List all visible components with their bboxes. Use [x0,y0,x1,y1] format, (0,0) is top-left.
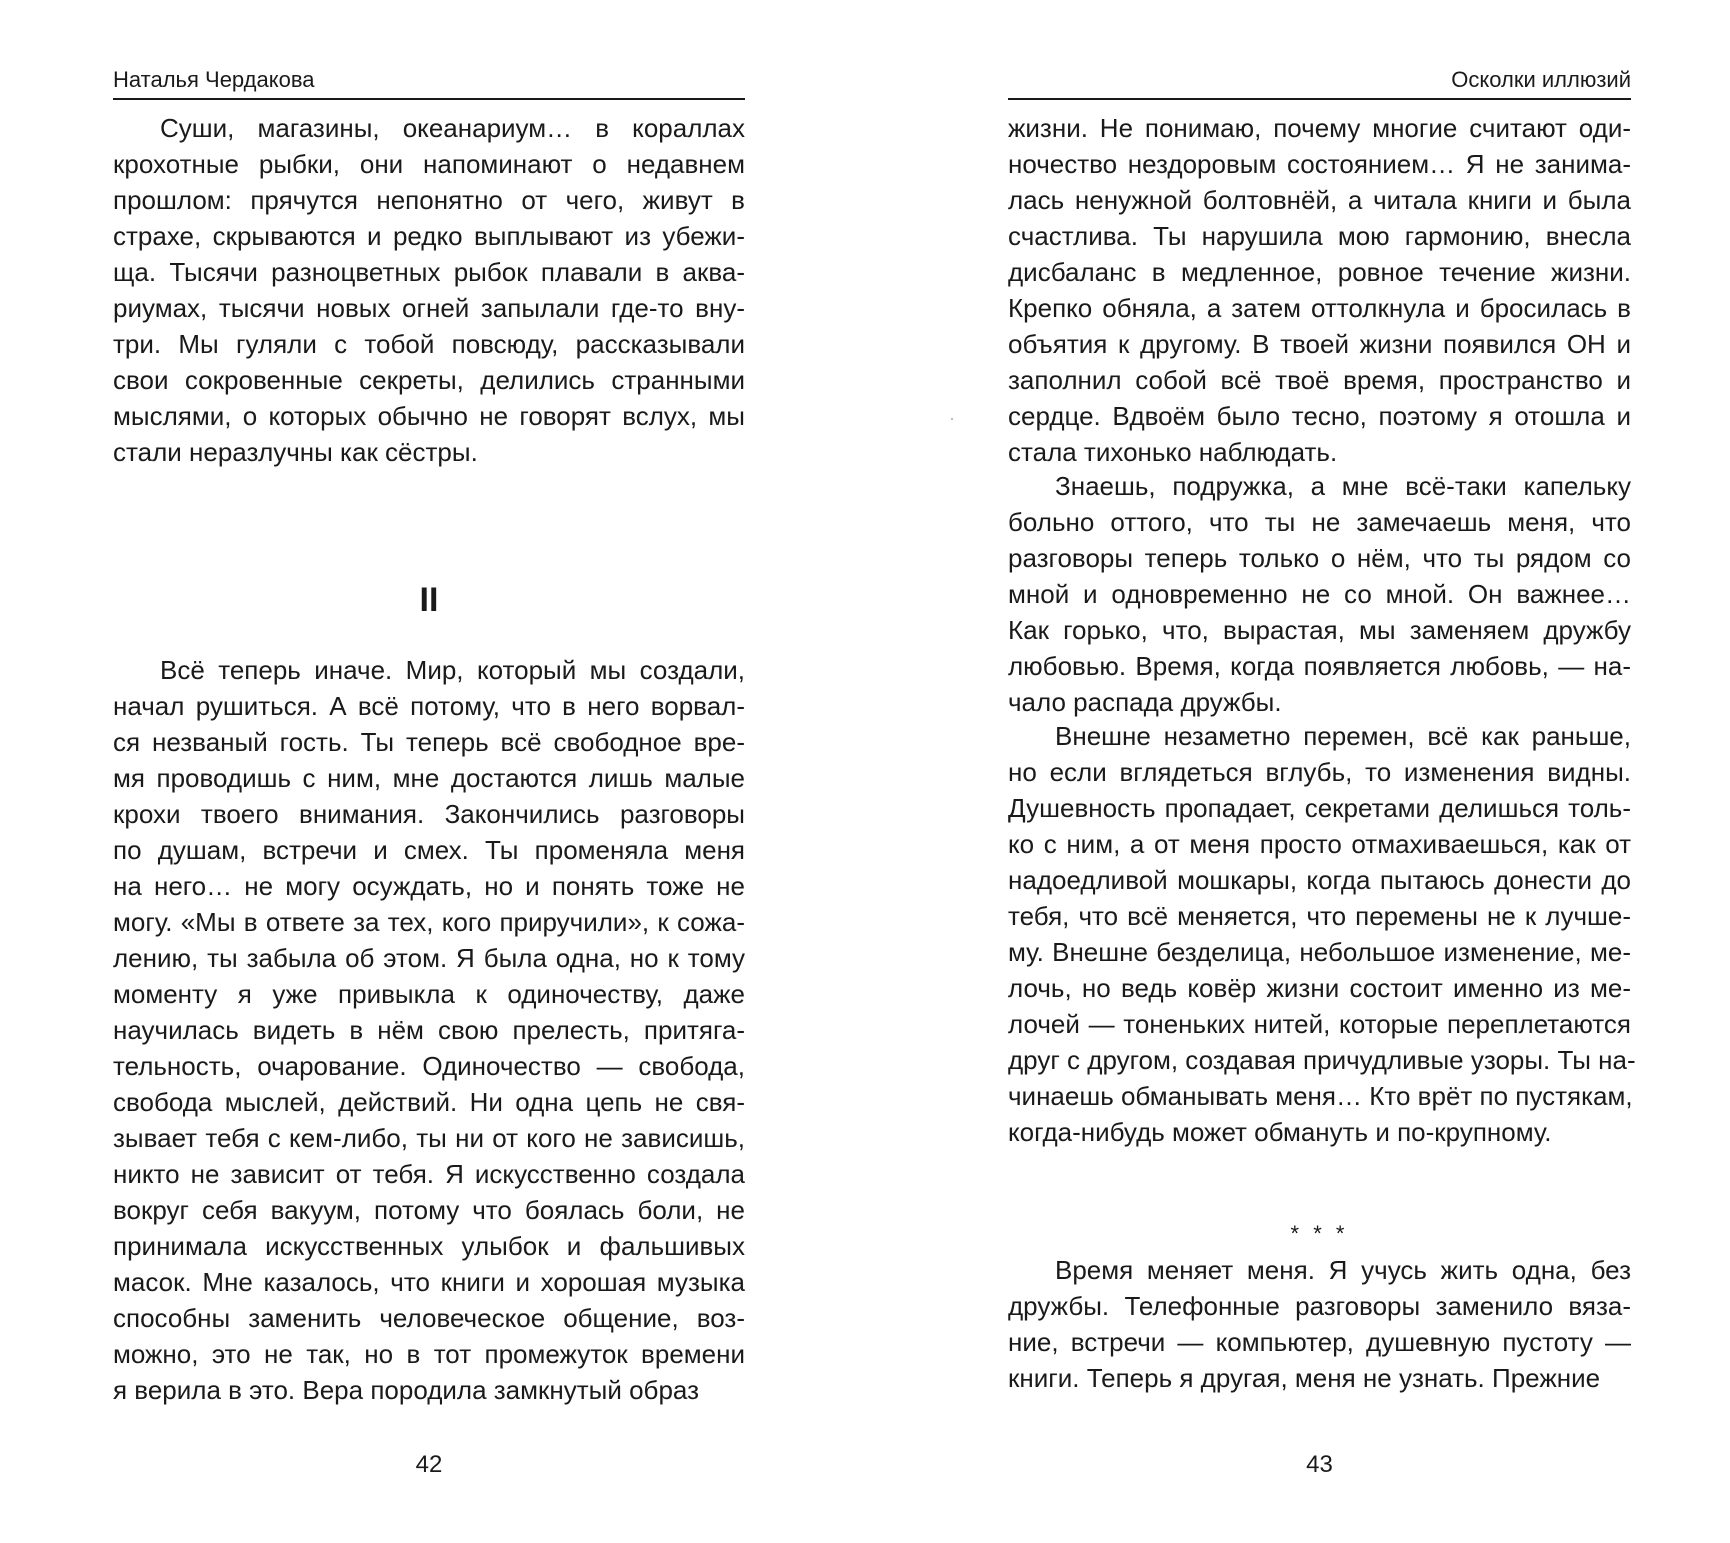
text-line: чало распада дружбы. [1008,687,1282,717]
text-line: лочь, но ведь ковёр жизни состоит именно из ме- [1008,973,1631,1003]
left-page [113,0,745,1543]
left-paragraph-2 [113,652,745,1408]
text-line: мной и одновременно не со мной. Он важнее… [1008,579,1631,609]
text-line: лась ненужной болтовнёй, а читала книги и была [1008,185,1631,215]
text-line: моменту я уже привыкла к одиночеству, даже [113,979,745,1009]
text-line: стали неразлучны как сёстры. [113,437,478,467]
text-line: мя проводишь с ним, мне достаются лишь малые [113,763,745,793]
text-line: разговоры теперь только о нём, что ты рядом со [1008,543,1631,573]
left-paragraph-1 [113,110,745,470]
section-separator: * * * [1290,1221,1349,1246]
text-line: на него… не могу осуждать, но и понять тоже не [113,871,745,901]
text-line: крохотные рыбки, они напоминают о недавнем [113,149,745,179]
text-line: по душам, встречи и смех. Ты променяла меня [113,835,745,865]
text-line: надоедливой мошкары, когда пытаюсь донести до [1008,865,1631,895]
paragraph [113,652,745,1408]
text-line: риумах, тысячи новых огней запылали где-то вну- [113,293,745,323]
text-line: стала тихонько наблюдать. [1008,437,1338,467]
text-line: му. Внешне безделица, небольшое изменение, ме- [1008,937,1631,967]
text-line: могу. «Мы в ответе за тех, кого приручили», к сожа- [113,907,745,937]
text-line: ща. Тысячи разноцветных рыбок плавали в аква- [113,257,745,287]
text-line: никто не зависит от тебя. Я искусственно создала [113,1159,745,1189]
text-line: объятия к другому. В твоей жизни появился ОН и [1008,329,1631,359]
text-line: счастлива. Ты нарушила мою гармонию, внесла [1008,221,1631,251]
text-line: Крепко обняла, а затем оттолкнула и бросилась в [1008,293,1631,323]
text-line: любовью. Время, когда появляется любовь, — на- [1008,651,1631,681]
right-paragraph-2 [1008,468,1631,720]
text-line: Всё теперь иначе. Мир, который мы создали, [160,655,745,685]
page-number-left: 42 [415,1451,443,1478]
text-line: три. Мы гуляли с тобой повсюду, рассказывали [113,329,745,359]
paragraph [1008,1252,1631,1396]
gutter-speck [951,418,953,420]
text-line: но если вглядеться вглубь, то изменения видны. [1008,757,1631,787]
paragraph [1008,718,1636,1150]
text-line: лочей — тоненьких нитей, которые переплетаются [1008,1009,1631,1039]
text-line: научилась видеть в нём свою прелесть, притяга- [113,1015,745,1045]
text-line: книги. Теперь я другая, меня не узнать. Прежние [1008,1363,1601,1393]
text-line: свои сокровенные секреты, делились странными [113,365,745,395]
text-line: прошлом: прячутся непонятно от чего, живут в [113,185,745,215]
text-line: жизни. Не понимаю, почему многие считают оди- [1008,113,1631,143]
text-line: я верила в это. Вера породила замкнутый образ [113,1375,699,1405]
text-line: тебя, что всё меняется, что перемены не к лучше- [1008,901,1631,931]
text-line: мыслями, о которых обычно не говорят вслух, мы [113,401,745,431]
text-line: заполнил собой всё твоё время, пространство и [1008,365,1631,395]
text-line: когда-нибудь может обмануть и по-крупному. [1008,1117,1552,1147]
right-page [1008,0,1636,1543]
text-line: ко с ним, а от меня просто отмахиваешься, как от [1008,829,1631,859]
text-line: Суши, магазины, океанариум… в кораллах [160,113,745,143]
text-line: страхе, скрываются и редко выплывают из убежи- [113,221,745,251]
page-number-right: 43 [1306,1451,1333,1478]
right-paragraph-1 [1008,110,1631,470]
text-line: чинаешь обманывать меня… Кто врёт по пустякам, [1008,1081,1633,1111]
text-line: принимала искусственных улыбок и фальшивых [113,1231,745,1261]
right-paragraph-3 [1008,718,1636,1150]
running-head-author: Наталья Чердакова [113,66,745,100]
text-line: Как горько, что, вырастая, мы заменяем дружбу [1008,615,1631,645]
text-line: лению, ты забыла об этом. Я была одна, но к тому [113,943,745,973]
text-line: начал рушиться. А всё потому, что в него ворвал- [113,691,745,721]
text-line: ние, встречи — компьютер, душевную пустоту — [1008,1327,1631,1357]
paragraph [1008,110,1631,470]
paragraph [1008,468,1631,720]
text-line: Знаешь, подружка, а мне всё-таки капельку [1055,471,1631,501]
section-number: II [419,581,439,619]
text-line: дружбы. Телефонные разговоры заменило вяза- [1008,1291,1631,1321]
right-paragraph-4 [1008,1252,1631,1396]
text-line: ночество нездоровым состоянием… Я не занима- [1008,149,1631,179]
text-line: свобода мыслей, действий. Ни одна цепь не свя- [113,1087,745,1117]
paragraph [113,110,745,470]
text-line: друг с другом, создавая причудливые узоры. Ты на- [1008,1045,1636,1075]
text-line: тельность, очарование. Одиночество — свобода, [113,1051,745,1081]
text-line: больно оттого, что ты не замечаешь меня, что [1008,507,1631,537]
running-head-title: Осколки иллюзий [1008,66,1631,100]
text-line: ся незваный гость. Ты теперь всё свободное вре- [113,727,745,757]
text-line: крохи твоего внимания. Закончились разговоры [113,799,745,829]
text-line: дисбаланс в медленное, ровное течение жизни. [1008,257,1631,287]
text-line: зывает тебя с кем-либо, ты ни от кого не зависишь, [113,1123,745,1153]
text-line: Внешне незаметно перемен, всё как раньше, [1055,721,1631,751]
text-line: способны заменить человеческое общение, воз- [113,1303,745,1333]
text-line: вокруг себя вакуум, потому что боялась боли, не [113,1195,745,1225]
text-line: можно, это не так, но в тот промежуток времени [113,1339,745,1369]
text-line: масок. Мне казалось, что книги и хорошая музыка [113,1267,745,1297]
text-line: Время меняет меня. Я учусь жить одна, без [1055,1255,1631,1285]
text-line: сердце. Вдвоём было тесно, поэтому я отошла и [1008,401,1631,431]
text-line: Душевность пропадает, секретами делишься толь- [1008,793,1631,823]
